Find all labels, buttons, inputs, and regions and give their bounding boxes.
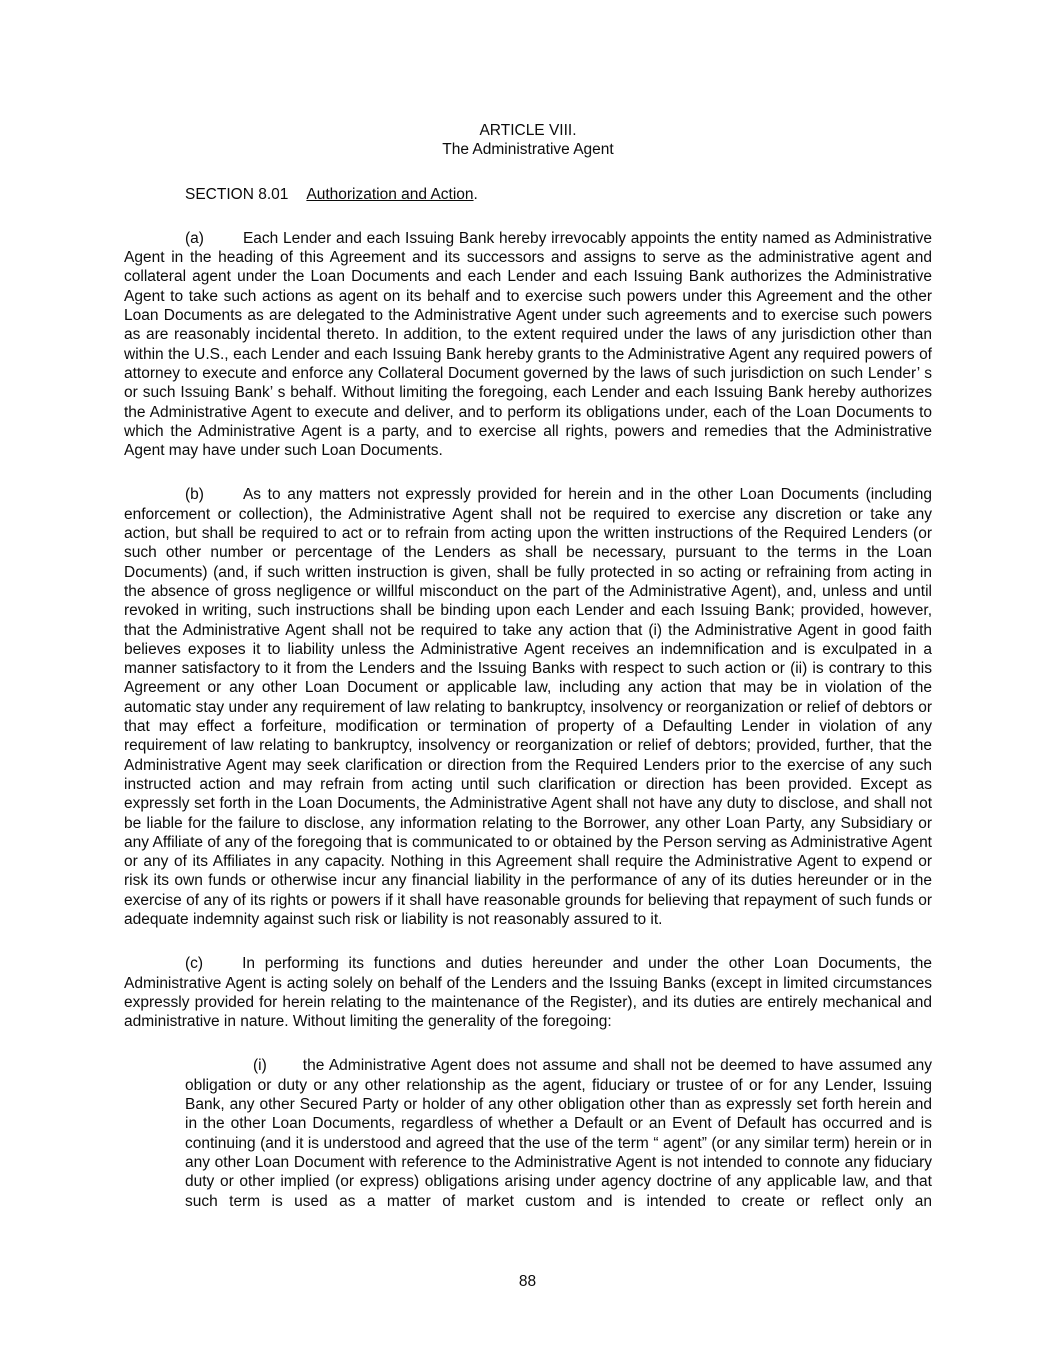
paragraph-c-i-text: the Administrative Agent does not assume and shall not be deemed to have assumed any obligation or duty or any other relationship as the agent, fiduciary or trustee of or for any Lender, Issuing Bank, any other Secured Party or holder of any other obligation other than as expressly set forth herein and in the other Loan Documents, regardless of whether a Default or an Event of Default has occurred and is continuing (and it is understood and agreed that the use of the term “ agent” (or any similar term) herein or in any other Loan Document with reference to the Administrative Agent is not intended to connote any fiduciary duty or other implied (or express) obligations arising under agency doctrine of any applicable law, and that such term is used as a matter of market custom and is intended to create or reflect only an [185,1057,932,1210]
paragraph-b [124,485,932,929]
paragraph-c [124,954,932,1031]
page-number: 88 [518,1273,537,1290]
section-number: SECTION 8.01 [185,185,289,203]
paragraph-c-label: (c) [185,955,204,973]
section-heading [124,185,932,204]
paragraph-a [124,229,932,461]
section-title-period: . [473,185,478,203]
article-heading-block [124,121,932,160]
paragraph-a-text: Each Lender and each Issuing Bank hereby irrevocably appoints the entity named as Administrative Agent in the heading of this Agreement and its successors and assigns to serve as the administrative agent and collateral agent under the Loan Documents and each Lender and each Issuing Bank authorizes the Administrative Agent to take such actions as agent on its behalf and to exercise such powers under this Agreement and the other Loan Documents as are delegated to the Administrative Agent under such agreements and to exercise such powers as are reasonably incidental thereto. In addition, to the extent required under the laws of any jurisdiction other than within the U.S., each Lender and each Issuing Bank hereby grants to the Administrative Agent any required powers of attorney to execute and enforce any Collateral Document governed by the laws of such jurisdiction on such Lender’ s or such Issuing Bank’ s behalf. Without limiting the foregoing, each Lender and each Issuing Bank hereby authorizes the Administrative Agent to execute and deliver, and to perform its obligations under, each of the Loan Documents to which the Administrative Agent is a party, and to exercise all rights, powers and remedies that the Administrative Agent may have under such Loan Documents. [124,229,932,460]
paragraph-c-i-label: (i) [253,1057,267,1075]
paragraph-a-label: (a) [185,229,204,247]
article-title: The Administrative Agent [442,141,614,159]
section-title: Authorization and Action [306,185,474,203]
document-content [124,121,932,1211]
paragraph-b-label: (b) [185,486,204,504]
paragraph-b-text: As to any matters not expressly provided for herein and in the other Loan Documents (including enforcement or collection), the Administrative Agent shall not be required to exercise any discretion or take any action, but shall be required to act or to refrain from acting upon the written instructions of the Required Lenders (or such other number or percentage of the Lenders as shall be necessary, pursuant to the terms in the Loan Documents) (and, if such written instruction is given, shall be fully protected in so acting or refraining from acting in the absence of gross negligence or willful misconduct on the part of the Administrative Agent), and, unless and until revoked in writing, such instructions shall be binding upon each Lender and each Issuing Bank; provided, however, that the Administrative Agent shall not be required to take any action that (i) the Administrative Agent in good faith believes exposes it to liability unless the Administrative Agent receives an indemnification and is exculpated in a manner satisfactory to it from the Lenders and the Issuing Banks with respect to such action or (ii) is contrary to this Agreement or any other Loan Document or applicable law, including any action that may be in violation of the automatic stay under any requirement of law relating to bankruptcy, insolvency or reorganization or relief of debtors or that may effect a forfeiture, modification or termination of property of a Defaulting Lender in violation of any requirement of law relating to bankruptcy, insolvency or reorganization or relief of debtors; provided, further, that the Administrative Agent may seek clarification or direction from the Required Lenders prior to the exercise of any such instructed action and may refrain from acting until such clarification or direction has been provided. Except as expressly set forth in the Loan Documents, the Administrative Agent shall not have any duty to disclose, and shall not be liable for the failure to disclose, any information relating to the Borrower, any other Loan Party, any Subsidiary or any Affiliate of any of the foregoing that is communicated to or obtained by the Person serving as Administrative Agent or any of its Affiliates in any capacity. Nothing in this Agreement shall require the Administrative Agent to expend or risk its own funds or otherwise incur any financial liability in the performance of any of its duties hereunder or in the exercise of any of its rights or powers if it shall have reasonable grounds for believing that repayment of such funds or adequate indemnity against such risk or liability is not reasonably assured to it. [124,486,932,928]
paragraph-c-text: In performing its functions and duties hereunder and under the other Loan Documents, the Administrative Agent is acting solely on behalf of the Lenders and the Issuing Banks (except in limited circumstances expressly provided for herein relating to the maintenance of the Register), and its duties are entirely mechanical and administrative in nature. Without limiting the generality of the foregoing: [124,955,932,1031]
article-number: ARTICLE VIII. [479,122,577,139]
paragraph-c-i [185,1056,932,1210]
